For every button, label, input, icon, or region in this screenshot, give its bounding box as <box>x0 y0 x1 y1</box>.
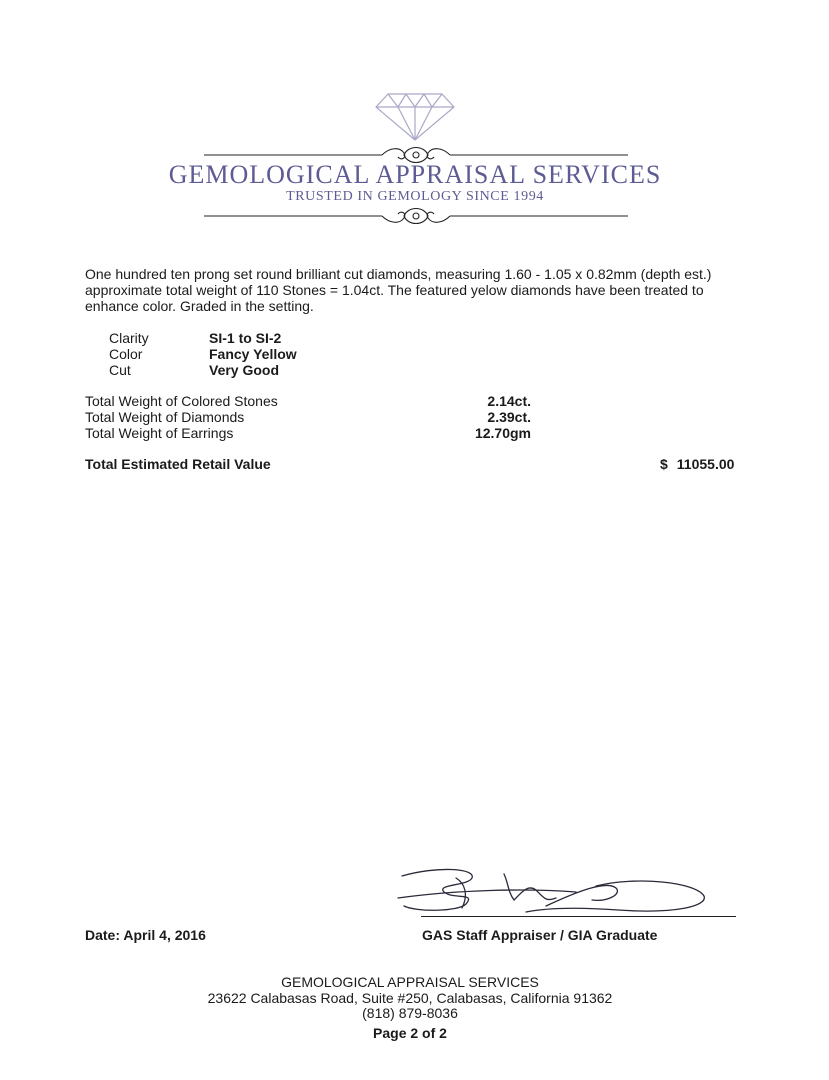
company-tagline: TRUSTED IN GEMOLOGY SINCE 1994 <box>286 189 544 204</box>
total-label: Total Weight of Earrings <box>85 425 234 441</box>
total-label: Total Weight of Colored Stones <box>85 393 278 409</box>
grading-value: Fancy Yellow <box>209 346 297 362</box>
total-value: 12.70gm <box>474 425 531 441</box>
appraiser-signature <box>396 862 716 918</box>
item-description: One hundred ten prong set round brilliant cut diamonds, measuring 1.60 - 1.05 x 0.82mm (depth est.) approximate total weight of 110 Stones = 1.04ct. The featured yelow diamonds have been treated to enhance color. Graded in the setting. <box>85 266 712 314</box>
appraisal-date: Date: April 4, 2016 <box>85 927 206 943</box>
grading-value: SI-1 to SI-2 <box>209 330 282 346</box>
diamond-icon <box>374 92 456 142</box>
grading-value: Very Good <box>209 362 280 378</box>
signature-line <box>421 916 736 917</box>
currency-symbol: $ <box>660 456 668 472</box>
footer-phone: (818) 879-8036 <box>362 1005 458 1021</box>
appraiser-title: GAS Staff Appraiser / GIA Graduate <box>422 927 658 943</box>
retail-value <box>660 456 734 472</box>
company-name: GEMOLOGICAL APPRAISAL SERVICES <box>168 160 662 189</box>
ornament-divider-bottom <box>204 204 628 228</box>
grading-label: Color <box>109 346 143 362</box>
grading-label: Clarity <box>109 330 149 346</box>
footer-company: GEMOLOGICAL APPRAISAL SERVICES <box>281 974 539 990</box>
retail-value-label: Total Estimated Retail Value <box>85 456 271 472</box>
footer-address: 23622 Calabasas Road, Suite #250, Calabasas, California 91362 <box>207 990 613 1006</box>
retail-amount: 11055.00 <box>676 456 735 472</box>
grading-label: Cut <box>109 362 131 378</box>
page-number: Page 2 of 2 <box>373 1025 447 1041</box>
total-value: 2.14ct. <box>487 393 531 409</box>
total-value: 2.39ct. <box>487 409 531 425</box>
total-label: Total Weight of Diamonds <box>85 409 245 425</box>
